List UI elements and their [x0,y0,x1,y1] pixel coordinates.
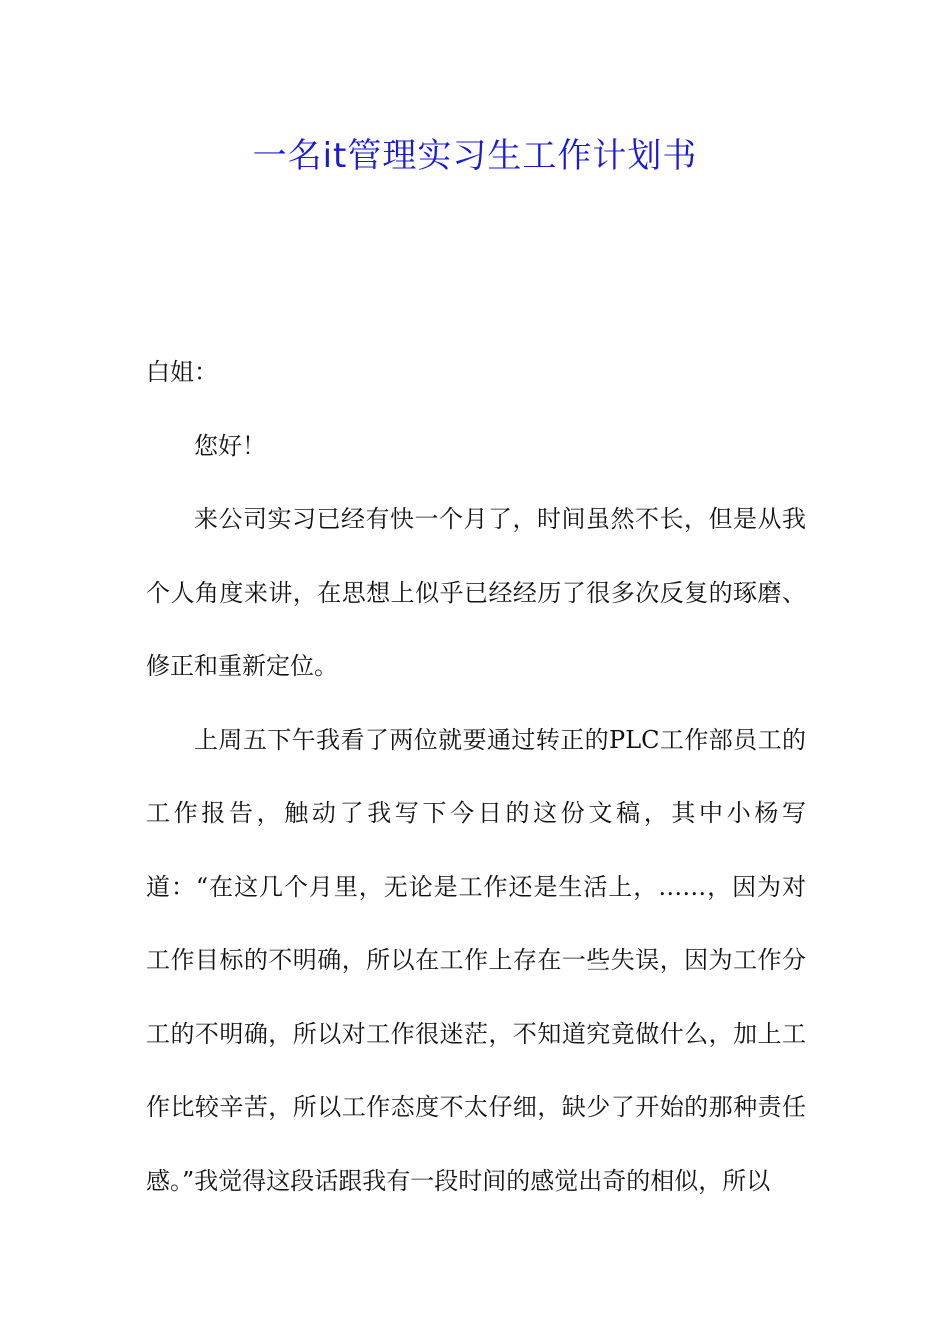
salutation: 白姐： [146,358,218,386]
paragraph-2: 上周五下午我看了两位就要通过转正的PLC工作部员工的工作报告，触动了我写下今日的这份文稿，其中小杨写道：“在这几个月里，无论是工作还是生活上，……，因为对工作目标的不明确，所以在工作上存在一些失误，因为工作分工的不明确，所以对工作很迷茫，不知道究竟做什么，加上工作比较辛苦，所以工作态度不太仔细，缺少了开始的那种责任感。”我觉得这段话跟我有一段时间的感觉出奇的相似，所以 [146,725,806,1195]
document-body [146,336,806,1218]
document-title: 一名it管理实习生工作计划书 [252,136,698,176]
paragraph-1: 来公司实习已经有快一个月了，时间虽然不长，但是从我个人角度来讲，在思想上似乎已经经历了很多次反复的琢磨、修正和重新定位。 [146,505,806,680]
greeting: 您好！ [194,431,266,460]
